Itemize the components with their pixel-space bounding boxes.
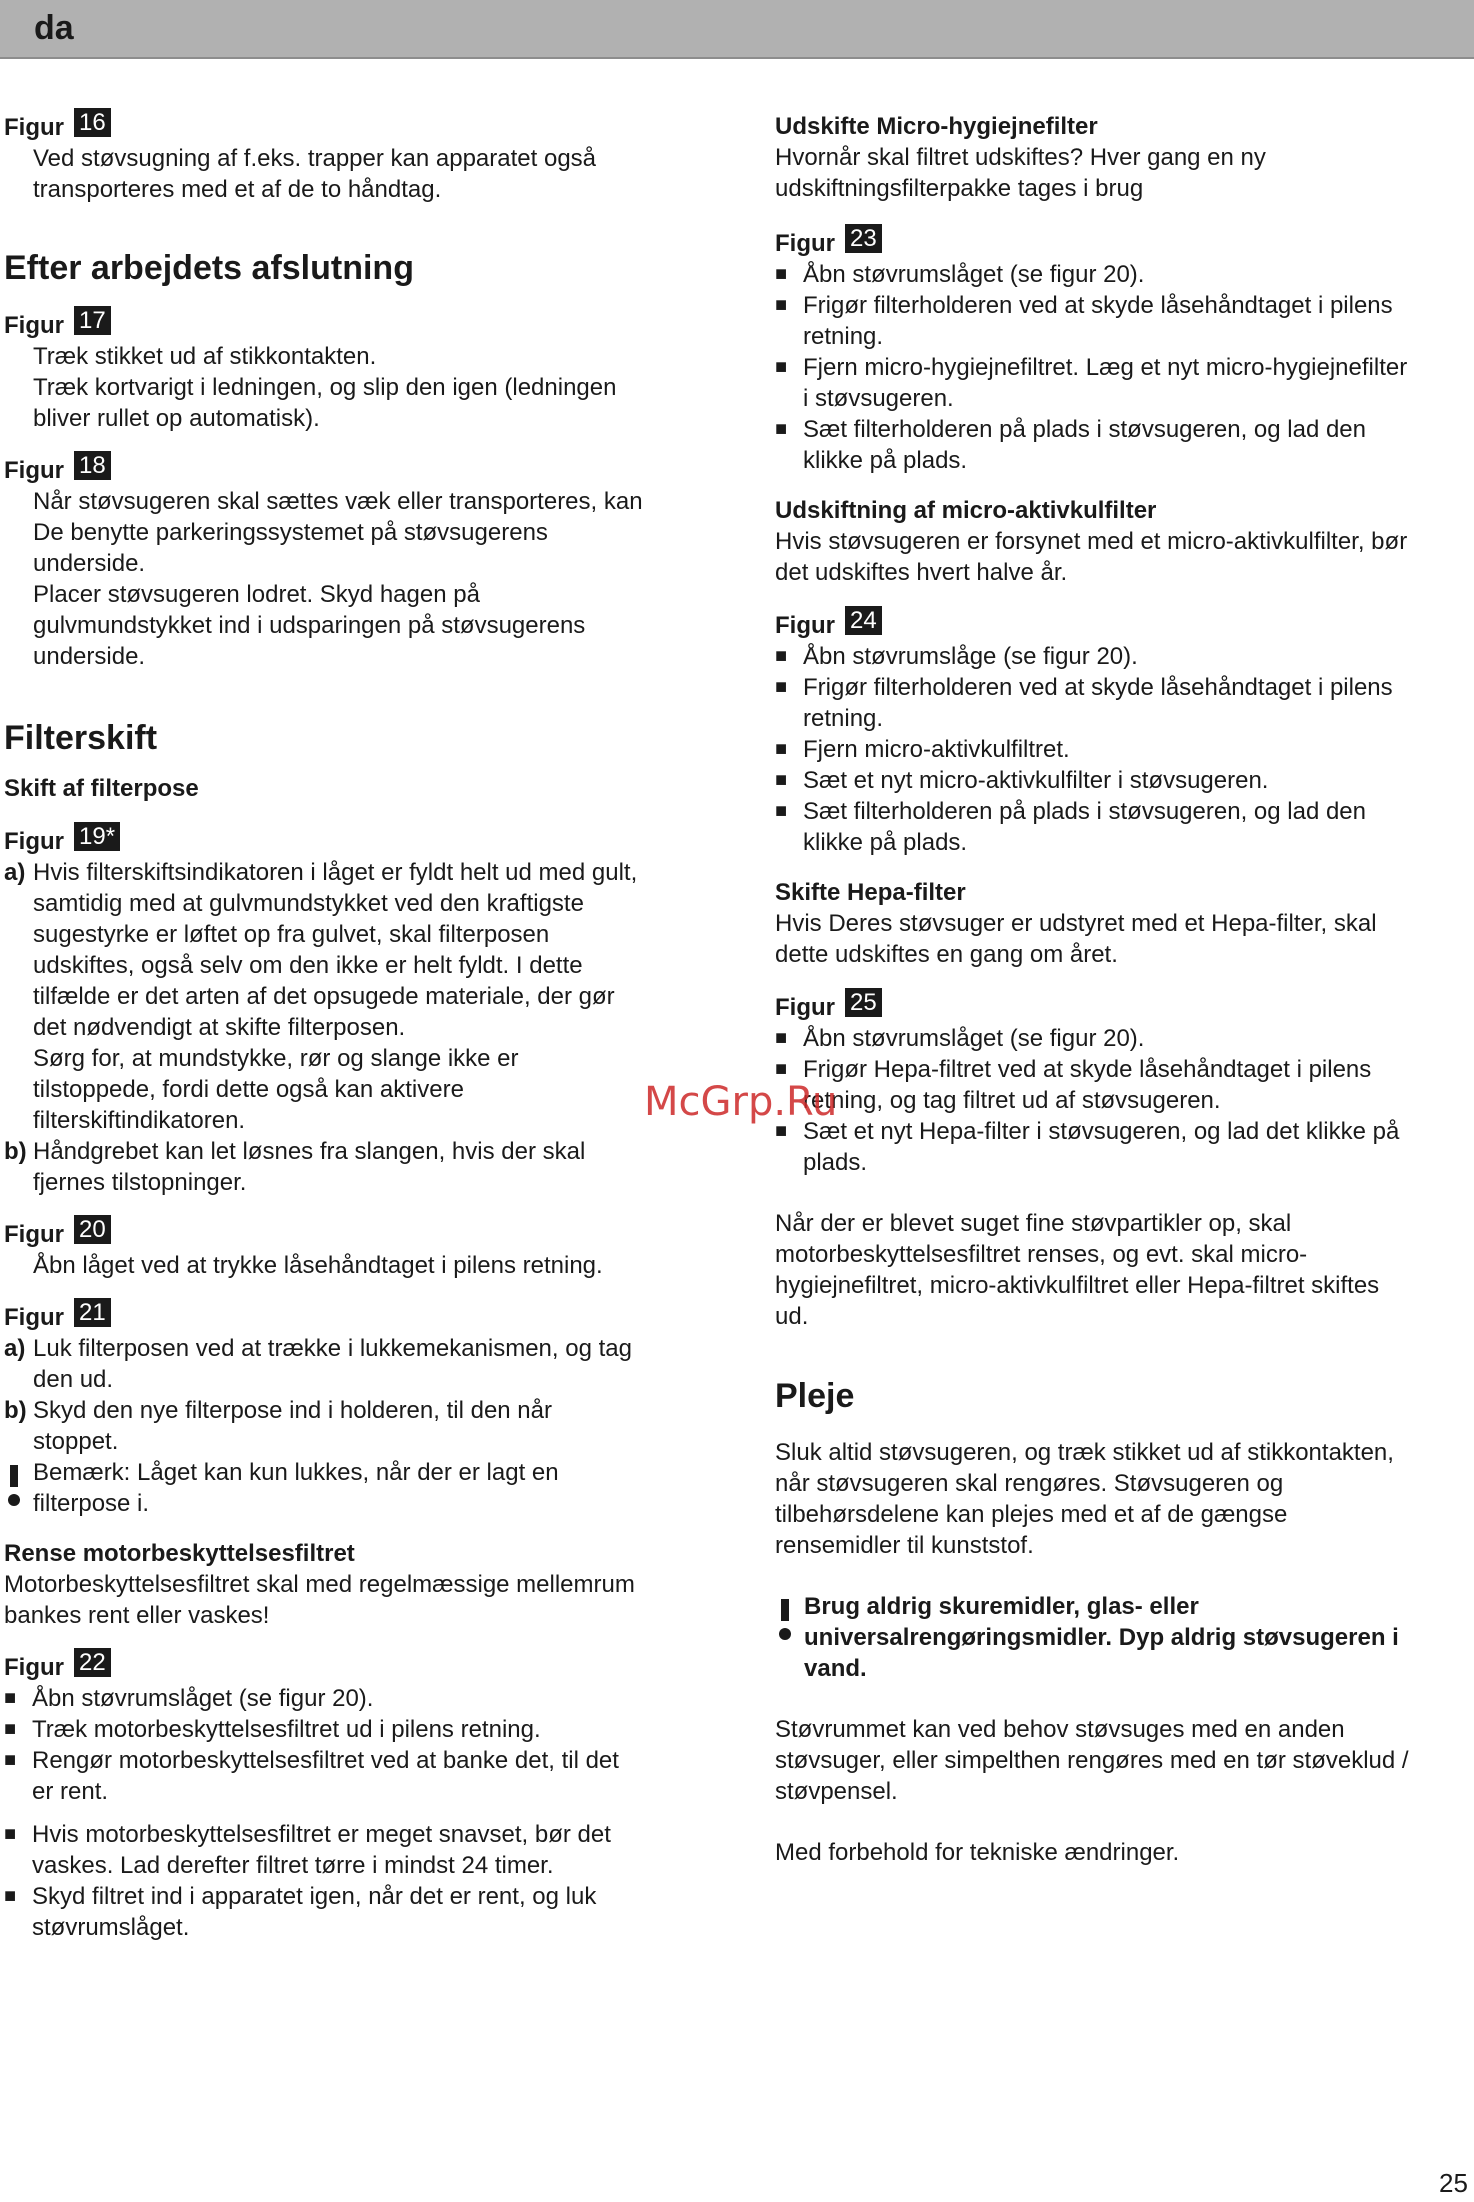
text-line: retning. (803, 323, 884, 350)
bullet-icon: ■ (775, 418, 788, 440)
text-line: plads. (803, 1149, 868, 1176)
language-code: da (34, 9, 74, 47)
figure-label: Figur (775, 230, 835, 257)
list-item (4, 1819, 704, 1881)
bullet-icon: ■ (775, 1027, 788, 1049)
text-line: fjernes tilstopninger. (33, 1169, 247, 1196)
figure-label: Figur (4, 457, 64, 484)
figure-label: Figur (4, 1221, 64, 1248)
subheading-micro-aktivkulfilter: Udskiftning af micro-aktivkulfilter (775, 497, 1157, 524)
text-line: Fjern micro-aktivkulfiltret. (803, 736, 1070, 763)
figure-21-step-b (4, 1395, 704, 1457)
text-line: Luk filterposen ved at trække i lukkemekanismen, og tag (33, 1335, 632, 1362)
list-item (775, 352, 1470, 414)
text-line: Frigør filterholderen ved at skyde låsehåndtaget i pilens (803, 674, 1393, 701)
text-line: filterskiftindikatoren. (33, 1107, 246, 1134)
list-item (4, 1881, 704, 1943)
figure-16-heading (4, 108, 704, 143)
text-line: ud. (775, 1303, 809, 1330)
rense-text (4, 1569, 704, 1631)
text-line: Åbn støvrumslåge (se figur 20). (803, 643, 1138, 670)
figure-label: Figur (4, 114, 64, 141)
figure-17-heading (4, 306, 704, 341)
list-item (775, 734, 1470, 765)
text-line: Ved støvsugning af f.eks. trapper kan apparatet også (33, 145, 597, 172)
left-column (4, 108, 704, 1943)
text-line: Placer støvsugeren lodret. Skyd hagen på (33, 581, 480, 608)
text-line: er rent. (32, 1778, 109, 1805)
text-line: det udskiftes hvert halve år. (775, 559, 1068, 586)
list-item (4, 1683, 704, 1714)
figure-number-badge: 22 (74, 1648, 111, 1677)
list-item (775, 414, 1470, 476)
text-line: Åbn støvrumslåget (se figur 20). (803, 261, 1145, 288)
text-line: støvpensel. (775, 1778, 898, 1805)
figure-number-badge: 18 (74, 451, 111, 480)
text-line: klikke på plads. (803, 829, 968, 856)
list-item (775, 641, 1470, 672)
text-line: støvrumslåget. (32, 1914, 190, 1941)
text-line: Sæt et nyt Hepa-filter i støvsugeren, og lad det klikke på (803, 1118, 1400, 1145)
text-line: Sæt et nyt micro-aktivkulfilter i støvsugeren. (803, 767, 1269, 794)
text-line: Hvornår skal filtret udskiftes? Hver gang en ny (775, 144, 1266, 171)
text-line: filterpose i. (33, 1490, 150, 1517)
figure-22-heading (4, 1648, 704, 1683)
text-line: hygiejnefiltret, micro-aktivkulfiltret eller Hepa-filtret skiftes (775, 1272, 1380, 1299)
text-line: tilstoppede, fordi dette også kan aktivere (33, 1076, 464, 1103)
text-line: bliver rullet op automatisk). (33, 405, 320, 432)
figure-number-badge: 17 (74, 306, 111, 335)
figure-label: Figur (775, 994, 835, 1021)
text-line: Bemærk: Låget kan kun lukkes, når der er lagt en (33, 1459, 559, 1486)
figure-label: Figur (4, 312, 64, 339)
text-line: Sæt filterholderen på plads i støvsugeren, og lad den (803, 798, 1367, 825)
text-line: De benytte parkeringssystemet på støvsugerens (33, 519, 548, 546)
stoevrum-paragraph (775, 1714, 1470, 1807)
bullet-icon: ■ (775, 676, 788, 698)
bullet-icon: ■ (775, 356, 788, 378)
text-line: når støvsugeren skal rengøres. Støvsugeren og (775, 1470, 1284, 1497)
text-line: Rengør motorbeskyttelsesfiltret ved at banke det, til det (32, 1747, 619, 1774)
text-line: motorbeskyttelsesfiltret renses, og evt. skal micro- (775, 1241, 1308, 1268)
section-heading-pleje: Pleje (775, 1377, 855, 1415)
figure-number-badge: 23 (845, 224, 882, 253)
bullet-icon: ■ (775, 769, 788, 791)
figure-24-heading (775, 606, 1470, 641)
text-line: Hvis støvsugeren er forsynet med et micro-aktivkulfilter, bør (775, 528, 1408, 555)
text-line: i støvsugeren. (803, 385, 954, 412)
text-line: Sluk altid støvsugeren, og træk stikket ud af stikkontakten, (775, 1439, 1394, 1466)
bullet-icon: ■ (775, 738, 788, 760)
figure-label: Figur (775, 612, 835, 639)
figure-number-badge: 21 (74, 1298, 111, 1327)
figure-19-step-b (4, 1136, 704, 1198)
figure-19-heading (4, 822, 704, 857)
text-line: støvsuger, eller simpelthen rengøres med en tør støveklud / (775, 1747, 1409, 1774)
watermark: McGrp.Ru (644, 1079, 838, 1125)
figure-25-heading (775, 988, 1470, 1023)
figure-label: Figur (4, 1304, 64, 1331)
figure-number-badge: 19* (74, 822, 120, 851)
fine-dust-paragraph (775, 1208, 1470, 1332)
bullet-icon: ■ (775, 645, 788, 667)
text-line: Når der er blevet suget fine støvpartikler op, skal (775, 1210, 1292, 1237)
list-item (4, 1745, 704, 1807)
section-heading-after-work: Efter arbejdets afslutning (4, 249, 414, 287)
text-line: vand. (804, 1655, 867, 1682)
text-line: udskiftes, også selv om den ikke er helt fyldt. I dette (33, 952, 583, 979)
text-line: Hvis Deres støvsuger er udstyret med et Hepa-filter, skal (775, 910, 1377, 937)
text-line: den ud. (33, 1366, 114, 1393)
bullet-icon: ■ (775, 1058, 788, 1080)
bullet-icon: ■ (4, 1718, 17, 1740)
text-line: Frigør Hepa-filtret ved at skyde låsehåndtaget i pilens (803, 1056, 1372, 1083)
figure-21-step-a (4, 1333, 704, 1395)
figure-label: Figur (4, 828, 64, 855)
figure-number-badge: 24 (845, 606, 882, 635)
bullet-icon: ■ (4, 1749, 17, 1771)
figure-20-heading (4, 1215, 704, 1250)
text-line: Hvis motorbeskyttelsesfiltret er meget snavset, bør det (32, 1821, 611, 1848)
text-line: Træk stikket ud af stikkontakten. (33, 343, 377, 370)
text-line: retning, og tag filtret ud af støvsugeren. (803, 1087, 1221, 1114)
bullet-icon: ■ (775, 263, 788, 285)
page-number: 25 (1439, 2168, 1468, 2198)
step-marker: b) (4, 1138, 27, 1165)
text-line: transporteres med et af de to håndtag. (33, 176, 442, 203)
text-line: dette udskiftes en gang om året. (775, 941, 1118, 968)
text-line: gulvmundstykket ind i udsparingen på støvsugerens (33, 612, 586, 639)
step-marker: a) (4, 1335, 26, 1362)
list-item (775, 1116, 1470, 1178)
bullet-icon: ■ (4, 1687, 17, 1709)
text-line: stoppet. (33, 1428, 119, 1455)
text-line: vaskes. Lad derefter filtret tørre i mindst 24 timer. (32, 1852, 554, 1879)
subheading-hepa-filter: Skifte Hepa-filter (775, 879, 966, 906)
language-header-bar (0, 0, 1474, 59)
list-item (4, 1714, 704, 1745)
text-line: klikke på plads. (803, 447, 968, 474)
figure-19-step-a (4, 857, 704, 1136)
text-line: Motorbeskyttelsesfiltret skal med regelmæssige mellemrum (4, 1571, 635, 1598)
list-item (775, 672, 1470, 734)
text-line: rensemidler til kunststof. (775, 1532, 1034, 1559)
pleje-paragraph (775, 1437, 1470, 1561)
text-line: Åbn støvrumslåget (se figur 20). (32, 1685, 374, 1712)
text-line: bankes rent eller vaskes! (4, 1602, 270, 1629)
text-line: Åbn støvrumslåget (se figur 20). (803, 1025, 1145, 1052)
text-line: underside. (33, 643, 146, 670)
text-line: tilbehørsdelene kan plejes med et af de gængse (775, 1501, 1288, 1528)
bullet-icon: ■ (775, 1120, 788, 1142)
subheading-skift-af-filterpose: Skift af filterpose (4, 775, 199, 802)
figure-18-text (4, 486, 704, 672)
text-line: sugestyrke er løftet op fra gulvet, skal filterposen (33, 921, 550, 948)
text-line: tilfælde er det arten af det opsugede materiale, der gør (33, 983, 615, 1010)
text-line: Skyd den nye filterpose ind i holderen, til den når (33, 1397, 552, 1424)
text-line: Træk kortvarigt i ledningen, og slip den igen (ledningen (33, 374, 617, 401)
aktiv-text (775, 526, 1470, 588)
text-line: Hvis filterskiftsindikatoren i låget er fyldt helt ud med gult, (33, 859, 638, 886)
figure-label: Figur (4, 1654, 64, 1681)
list-item (775, 259, 1470, 290)
disclaimer-text: Med forbehold for tekniske ændringer. (775, 1839, 1180, 1866)
figure-number-badge: 25 (845, 988, 882, 1017)
figure-number-badge: 20 (74, 1215, 111, 1244)
text-line: Sæt filterholderen på plads i støvsugeren, og lad den (803, 416, 1367, 443)
exclamation-icon (4, 1457, 33, 1519)
figure-number-badge: 16 (74, 108, 111, 137)
text-line: Støvrummet kan ved behov støvsuges med en anden (775, 1716, 1345, 1743)
figure-18-heading (4, 451, 704, 486)
figure-21-note (4, 1457, 704, 1519)
figure-16-text (4, 143, 704, 205)
text-line: universalrengøringsmidler. Dyp aldrig støvsugeren i (804, 1624, 1399, 1651)
text-line: Håndgrebet kan let løsnes fra slangen, hvis der skal (33, 1138, 586, 1165)
bullet-icon: ■ (4, 1823, 17, 1845)
list-item (775, 1054, 1470, 1116)
text-line: Brug aldrig skuremidler, glas- eller (804, 1593, 1199, 1620)
text-line: samtidig med at gulvmundstykket ved den kraftigste (33, 890, 584, 917)
step-marker: b) (4, 1397, 27, 1424)
subheading-micro-hygiejnefilter: Udskifte Micro-hygiejnefilter (775, 113, 1098, 140)
text-line: Fjern micro-hygiejnefiltret. Læg et nyt micro-hygiejnefilter (803, 354, 1408, 381)
figure-20-text: Åbn låget ved at trykke låsehåndtaget i pilens retning. (33, 1252, 603, 1279)
warning-note (775, 1591, 1470, 1684)
section-heading-filterskift: Filterskift (4, 719, 158, 757)
text-line: underside. (33, 550, 146, 577)
text-line: Frigør filterholderen ved at skyde låsehåndtaget i pilens (803, 292, 1393, 319)
figure-21-heading (4, 1298, 704, 1333)
list-item (775, 796, 1470, 858)
text-line: det nødvendigt at skifte filterposen. (33, 1014, 406, 1041)
list-item (775, 1023, 1470, 1054)
text-line: Når støvsugeren skal sættes væk eller transporteres, kan (33, 488, 643, 515)
step-marker: a) (4, 859, 26, 886)
exclamation-icon (775, 1591, 804, 1684)
text-line: Træk motorbeskyttelsesfiltret ud i pilens retning. (32, 1716, 541, 1743)
micro-text (775, 142, 1470, 204)
text-line: Skyd filtret ind i apparatet igen, når det er rent, og luk (32, 1883, 597, 1910)
bullet-icon: ■ (4, 1885, 17, 1907)
figure-17-text (4, 341, 704, 434)
text-line: retning. (803, 705, 884, 732)
text-line: udskiftningsfilterpakke tages i brug (775, 175, 1144, 202)
hepa-text (775, 908, 1470, 970)
right-column (775, 111, 1470, 1868)
figure-23-heading (775, 224, 1470, 259)
subheading-rense-motorfilter: Rense motorbeskyttelsesfiltret (4, 1540, 355, 1567)
bullet-icon: ■ (775, 800, 788, 822)
bullet-icon: ■ (775, 294, 788, 316)
list-item (775, 765, 1470, 796)
list-item (775, 290, 1470, 352)
text-line: Sørg for, at mundstykke, rør og slange ikke er (33, 1045, 519, 1072)
